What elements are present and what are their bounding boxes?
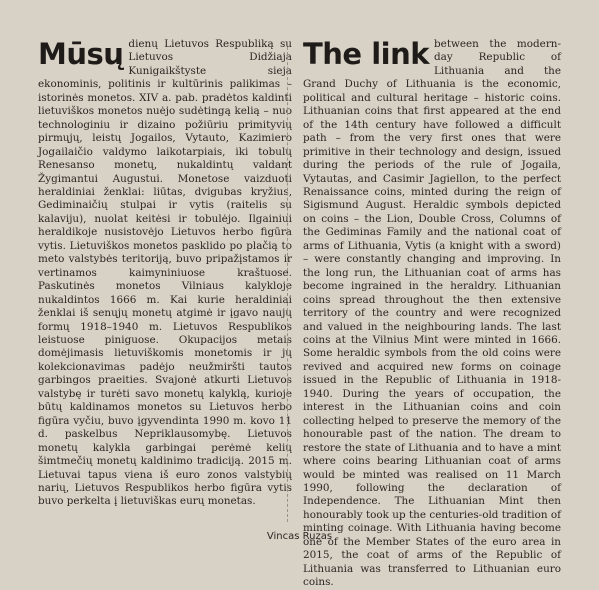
english-text-column bbox=[303, 38, 561, 590]
column-divider bbox=[287, 42, 288, 522]
english-lead-word: The link bbox=[303, 37, 430, 71]
english-body-text: between the modern-day Republic of Lithuania and the Grand Duchy of Lithuania is the economic, political and cultural heritage – historic coins. Lithuanian coins that first appeared at the end of the 14th century have followed a difficult path – from the very first ones that were primitive in their technology and design, issued during the periods of the rule of Jogaila, Vytautas, and Casimir Jagiellon, to the perfect Renaissance coins, minted during the reign of Sigismund August. Heraldic symbols depicted on coins – the Lion, Double Cross, Columns of the Gediminas Family and the national coat of arms of Lithuania, Vytis (a knight with a sword) – were constantly changing and improving. In the long run, the Lithuanian coat of arms has become ingrained in the heraldry. Lithuanian coins spread throughout the then extensive territory of the country and were recognized and valued in the neighbouring lands. The last coins at the Vilnius Mint were minted in 1666. Some heraldic symbols from the old coins were revived and acquired new forms on coinage issued in the Republic of Lithuania in 1918-1940. During the years of occupation, the interest in the Lithuanian coins and coin collecting helped to preserve the memory of the honourable past of the nation. The dream to restore the state of Lithuania and to have a mint where coins bearing Lithuanian coat of arms would be minted was realised on 11 March 1990, following the declaration of Independence. The Lithuanian Mint then honourably took up the centuries-old tradition of minting coinage. With Lithuania having become one of the Member States of the euro area in 2015, the coat of arms of the Republic of Lithuania was transferred to Lithuanian euro coins. bbox=[303, 38, 561, 589]
lithuanian-lead-word: Mūsų bbox=[38, 37, 124, 71]
lithuanian-body-text: dienų Lietuvos Respubliką su Lietuvos Didžiaja Kunigaikštyste sieja ekonominis, politinis ir kultūrinis palikimas – istorinės monetos. XIV a. pab. pradėtos kaldinti lietuviškos monetos nuėjo sudėtingą kelią – nuo technologiniu ir dizaino požiūriu primityvių pirmųjų, leistų Jogailos, Vytauto, Kazimiero Jogailaičio valdymo laikotarpiais, iki tobulų Renesanso monetų, nukaldintų valdant Žygimantui Augustui. Monetose vaizduoti heraldiniai ženklai: liūtas, dvigubas kryžius, Gediminaičių stulpai ir vytis (raitelis su kalaviju), nuolat keitėsi ir tobulėjo. Ilgainiui heraldikoje nusistovėjo Lietuvos herbo figūra vytis. Lietuviškos monetos pasklido po plačią to meto valstybės teritoriją, buvo pripažįstamos ir vertinamos kaimyniniuose kraštuose. Paskutinės monetos Vilniaus kalykloje nukaldintos 1666 m. Kai kurie heraldiniai ženklai iš senųjų monetų atgimė ir įgavo naujų formų 1918–1940 m. Lietuvos Respublikos leistuose piniguose. Okupacijos metais domėjimasis lietuviškomis monetomis ir jų kolekcionavimas padėjo neužmiršti tautos garbingos praeities. Svajonė atkurti Lietuvos valstybę ir turėti savo monetų kalyklą, kurioje būtų kaldinamos monetos su Lietuvos herbo figūra vyčiu, buvo įgyvendinta 1990 m. kovo 11 d. paskelbus Nepriklausomybę. Lietuvos monetų kalykla garbingai perėmė kelių šimtmečių monetų kaldinimo tradiciją. 2015 m. Lietuvai tapus viena iš euro zonos valstybių narių, Lietuvos Respublikos herbo figūra vytis buvo perkelta į lietuviškas eurų monetas. bbox=[38, 38, 292, 508]
lithuanian-text-column bbox=[38, 38, 292, 509]
author-name: Vincas Ruzas bbox=[266, 531, 333, 542]
